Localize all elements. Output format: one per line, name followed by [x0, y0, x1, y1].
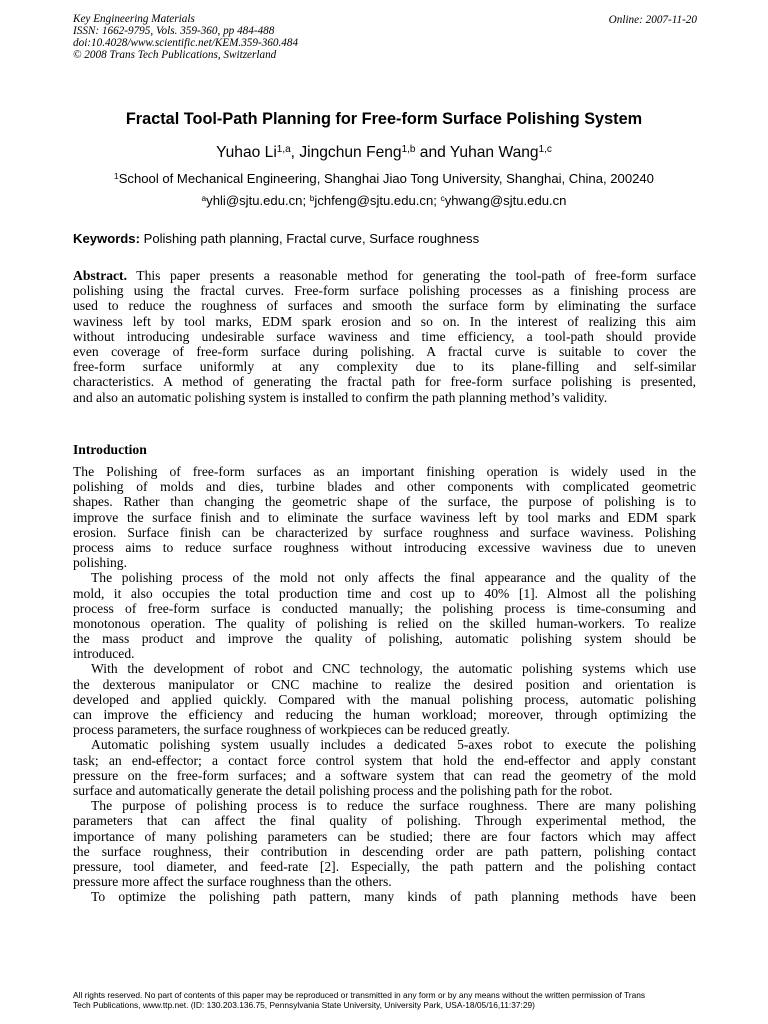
journal-name: Key Engineering Materials — [73, 13, 195, 25]
paragraph-line: To optimize the polishing path pattern, many kinds of path planning methods have been — [91, 889, 696, 905]
paragraph-line: polishing. — [73, 555, 128, 571]
paragraph-line: developed and applied quickly. Compared with the manual polishing process, automatic polishing — [73, 691, 696, 707]
abstract-line: even coverage of free-form surface during polishing. A fractal curve is suitable to cover the — [73, 343, 696, 359]
paragraph-line: The Polishing of free-form surfaces as an important finishing operation is widely used in the — [73, 464, 696, 479]
paragraph-line: parameters that can affect the final quality of polishing. Through experimental method, the — [73, 813, 696, 829]
journal-doi: doi:10.4028/www.scientific.net/KEM.359-360.484 — [73, 36, 299, 49]
affiliation-mark: 1 — [114, 170, 119, 181]
abstract-line: and also an automatic polishing system is installed to confirm the path planning method’s validity. — [73, 389, 608, 405]
journal-issn: ISSN: 1662-9795, Vols. 359-360, pp 484-488 — [73, 24, 275, 37]
author-name: Yuhao Li — [216, 144, 277, 161]
keywords-text: Polishing path planning, Fractal curve, Surface roughness — [143, 231, 480, 246]
abstract-line: polishing using the fractal curves. Free-form surface polishing processes as a finishing process are — [73, 283, 696, 299]
abstract-line: used to reduce the roughness of surfaces and smooth the surface form by eliminating the surface — [73, 298, 696, 314]
paragraph-line: mold, it also occupies the total production time and cost up to 40% [1]. Almost all the polishing — [73, 585, 696, 601]
paper-title: Fractal Tool-Path Planning for Free-form Surface Polishing System — [125, 110, 643, 128]
email-mark: c — [440, 192, 445, 203]
abstract-line: Abstract. This paper presents a reasonable method for generating the tool-path of free-form surface — [73, 268, 696, 283]
footer-line: All rights reserved. No part of contents of this paper may be reproduced or transmitted in any form or by any means without the written permission of Trans — [73, 990, 646, 1000]
paragraph-line: improve the surface finish and to eliminate the surface waviness left by tool marks and EDM spark — [73, 509, 696, 525]
paragraph-line: pressure, tool diameter, and feed-rate [2]. Especially, the path pattern and the polishing contact — [73, 858, 696, 874]
journal-info — [73, 14, 633, 62]
journal-copyright: © 2008 Trans Tech Publications, Switzerland — [73, 48, 277, 61]
paragraph-line: process parameters, the surface roughness of workpieces can be reduced greatly. — [73, 722, 510, 738]
paragraph-line: can improve the efficiency and reducing the human workload; moreover, through optimizing the — [73, 707, 696, 722]
paragraph-line: process aims to reduce surface roughness without introducing excessive waviness due to uneven — [73, 539, 696, 555]
paragraph-line: pressure more affect the surface roughness than the others. — [73, 874, 392, 890]
abstract-label: Abstract. — [73, 268, 127, 283]
paragraph-line: task; an end-effector; a contact force control system that hold the end-effector and apply constant — [73, 752, 696, 768]
author-name: Yuhan Wang — [449, 144, 539, 161]
paragraph-line: erosion. Surface finish can be characterized by surface roughness and surface waviness. Polishing — [73, 524, 696, 540]
paragraph-line: introduced. — [73, 646, 135, 662]
abstract-line: characteristics. A method of generating the fractal path for free-form surface polishing is presented, — [73, 374, 696, 390]
copyright-footer — [73, 991, 713, 1010]
email-address: yhli@sjtu.edu.cn — [206, 193, 303, 208]
author-affiliation-mark: 1,a — [276, 144, 291, 156]
footer-line: Tech Publications, www.ttp.net. (ID: 130.203.136.75, Pennsylvania State University, University Park, USA-18/05/16,11:37:29) — [73, 999, 535, 1010]
abstract — [73, 268, 696, 405]
paragraph-line: pressure on the free-form surfaces; and a software system that can read the geometry of the mold — [73, 767, 696, 783]
affiliation — [40, 170, 728, 188]
author-separator: , — [290, 144, 300, 161]
abstract-line: waviness left by tool marks, EDM spark erosion and so on. In the interest of realizing this aim — [73, 313, 696, 329]
introduction-body — [73, 464, 696, 904]
email-list — [40, 192, 728, 210]
author-list — [40, 143, 728, 163]
author-separator: and — [415, 144, 450, 161]
affiliation-text: School of Mechanical Engineering, Shanghai Jiao Tong University, Shanghai, China, 200240 — [118, 171, 654, 186]
paragraph-line: The polishing process of the mold not only affects the final appearance and the quality of the — [91, 570, 696, 586]
author-name: Jingchun Feng — [299, 144, 402, 161]
keywords-label: Keywords: — [73, 231, 140, 246]
email-mark: a — [201, 192, 207, 203]
author-affiliation-mark: 1,b — [401, 144, 416, 156]
paragraph-line: Automatic polishing system usually includes a dedicated 5-axes robot to execute the polishing — [91, 737, 696, 753]
email-separator: ; — [433, 193, 441, 208]
section-heading-introduction: Introduction — [73, 442, 147, 457]
paragraph-line: importance of many polishing parameters can be studied; there are four factors which may affect — [73, 828, 696, 844]
paragraph-line: The purpose of polishing process is to reduce the surface roughness. There are many polishing — [91, 798, 696, 814]
paragraph-line: shapes. Rather than changing the geometric shape of the surface, the purpose of polishing is to — [73, 494, 696, 510]
paragraph-line: the dexterous manipulator or CNC machine to realize the desired position and orientation is — [73, 676, 696, 692]
author-affiliation-mark: 1,c — [538, 144, 552, 156]
paragraph-line: With the development of robot and CNC technology, the automatic polishing systems which use — [91, 661, 696, 677]
email-mark: b — [309, 192, 315, 203]
abstract-line: without introducing undesirable surface waviness and time efficiency, a tool-path should provide — [73, 328, 696, 344]
abstract-line: free-form surface uniformly at any complexity due to its plane-filling and self-similar — [73, 359, 696, 375]
paragraph-line: the surface roughness, their contribution in descending order are path pattern, polishing contact — [73, 843, 696, 859]
paragraph-line: surface and automatically generate the detail polishing process and the polishing path for the robot. — [73, 782, 613, 798]
email-separator: ; — [302, 193, 310, 208]
email-address: jchfeng@sjtu.edu.cn — [314, 193, 434, 208]
paragraph-line: monotonous operation. The quality of polishing is relied on the skilled human-workers. To realize — [73, 615, 696, 631]
paragraph-line: process of free-form surface is conducted manually; the polishing process is time-consuming and — [73, 600, 696, 616]
paragraph-line: polishing of molds and dies, turbine blades and other components with complicated geometric — [73, 479, 696, 495]
email-address: yhwang@sjtu.edu.cn — [444, 193, 567, 208]
paragraph-line: the mass product and improve the quality of polishing, automatic polishing system should be — [73, 631, 696, 647]
keywords — [73, 230, 713, 248]
online-date: Online: 2007-11-20 — [608, 14, 697, 26]
